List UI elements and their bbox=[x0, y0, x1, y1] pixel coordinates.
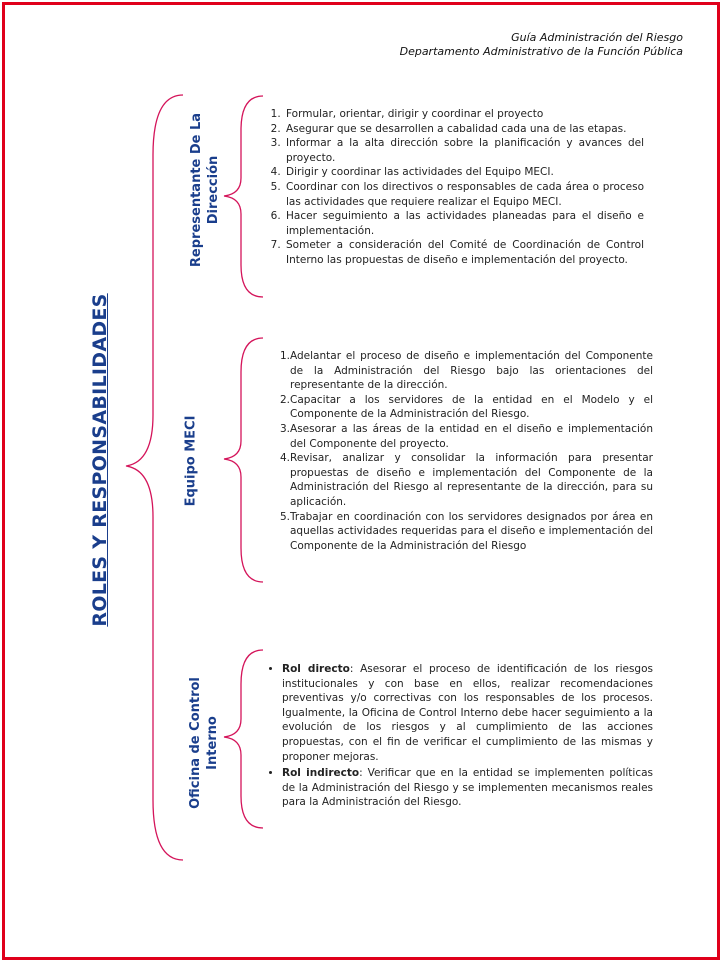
list-item: 5.Trabajar en coordinación con los servidores designados por área en aquellas actividades requeridas para el diseño e implementación del Componente de la Administración del Riesgo bbox=[280, 510, 653, 552]
list-item: 4.Revisar, analizar y consolidar la información para presentar propuestas de diseño e implementación del Componente de la Administración del Riesgo al representante de la dirección, para su aplicación. bbox=[280, 452, 653, 508]
section-title-oficina-control bbox=[187, 677, 221, 809]
list-item bbox=[282, 766, 653, 810]
section-title-equipo-meci bbox=[183, 416, 200, 507]
list-item: 6. Hacer seguimiento a las actividades planeadas para el diseño e implementación. bbox=[284, 209, 644, 238]
role-description: : Verificar que en la entidad se implementen políticas de la Administración del Riesgo y se implementen mecanismos reales para la Administración del Riesgo. bbox=[282, 767, 653, 809]
representante-responsibilities bbox=[262, 107, 644, 268]
list-item: 5. Coordinar con los directivos o responsables de cada área o proceso las actividades que requiere realizar el Equipo MECI. bbox=[284, 180, 644, 209]
list-item bbox=[282, 662, 653, 764]
list-item: 4. Dirigir y coordinar las actividades del Equipo MECI. bbox=[284, 165, 644, 180]
header-department: Departamento Administrativo de la Función Pública bbox=[399, 45, 683, 58]
list-item: 1. Formular, orientar, dirigir y coordinar el proyecto bbox=[284, 107, 644, 122]
section-title-line: Dirección bbox=[206, 155, 221, 225]
section-title-line: Representante De La bbox=[189, 112, 204, 268]
list-item: 3.Asesorar a las áreas de la entidad en el diseño e implementación del Componente del proyecto. bbox=[280, 422, 653, 450]
role-label: Rol directo bbox=[282, 663, 350, 675]
section-2-brace bbox=[224, 338, 263, 582]
main-title: ROLES Y RESPONSABILIDADES bbox=[89, 293, 111, 627]
list-item: 3. Informar a la alta dirección sobre la planificación y avances del proyecto. bbox=[284, 136, 644, 165]
list-item: 2.Capacitar a los servidores de la entidad en el Modelo y el Componente de la Administración del Riesgo. bbox=[280, 393, 653, 421]
section-title-line: Oficina de Control bbox=[188, 677, 203, 809]
oficina-control-responsibilities bbox=[268, 662, 653, 812]
list-item: 2. Asegurar que se desarrollen a cabalidad cada una de las etapas. bbox=[284, 122, 644, 137]
section-title-line: Equipo MECI bbox=[183, 415, 199, 507]
section-title-line: Interno bbox=[205, 716, 220, 770]
header-guide-title: Guía Administración del Riesgo bbox=[511, 31, 683, 44]
role-description: : Asesorar el proceso de identificación de los riesgos institucionales y con base en ellos, realizar recomendaciones preventivas y/o correctivas con los responsables de los procesos. Igualmente, la Oficina de Control Interno debe hacer seguimiento a la evolución de los riesgos y al cumplimiento de las acciones propuestas, con el fin de verificar el cumplimiento de las mismas y proponer mejoras. bbox=[282, 663, 653, 763]
equipo-meci-responsibilities bbox=[280, 349, 653, 553]
section-title-representante bbox=[188, 113, 222, 267]
section-1-brace bbox=[224, 96, 263, 297]
main-brace bbox=[126, 95, 183, 860]
list-item: 7. Someter a consideración del Comité de Coordinación de Control Interno las propuestas de diseño e implementación del proyecto. bbox=[284, 238, 644, 267]
role-label: Rol indirecto bbox=[282, 767, 360, 780]
section-3-brace bbox=[224, 650, 263, 828]
list-item: 1.Adelantar el proceso de diseño e implementación del Componente de la Administración del Riesgo bajo las orientaciones del representante de la dirección. bbox=[280, 350, 653, 392]
